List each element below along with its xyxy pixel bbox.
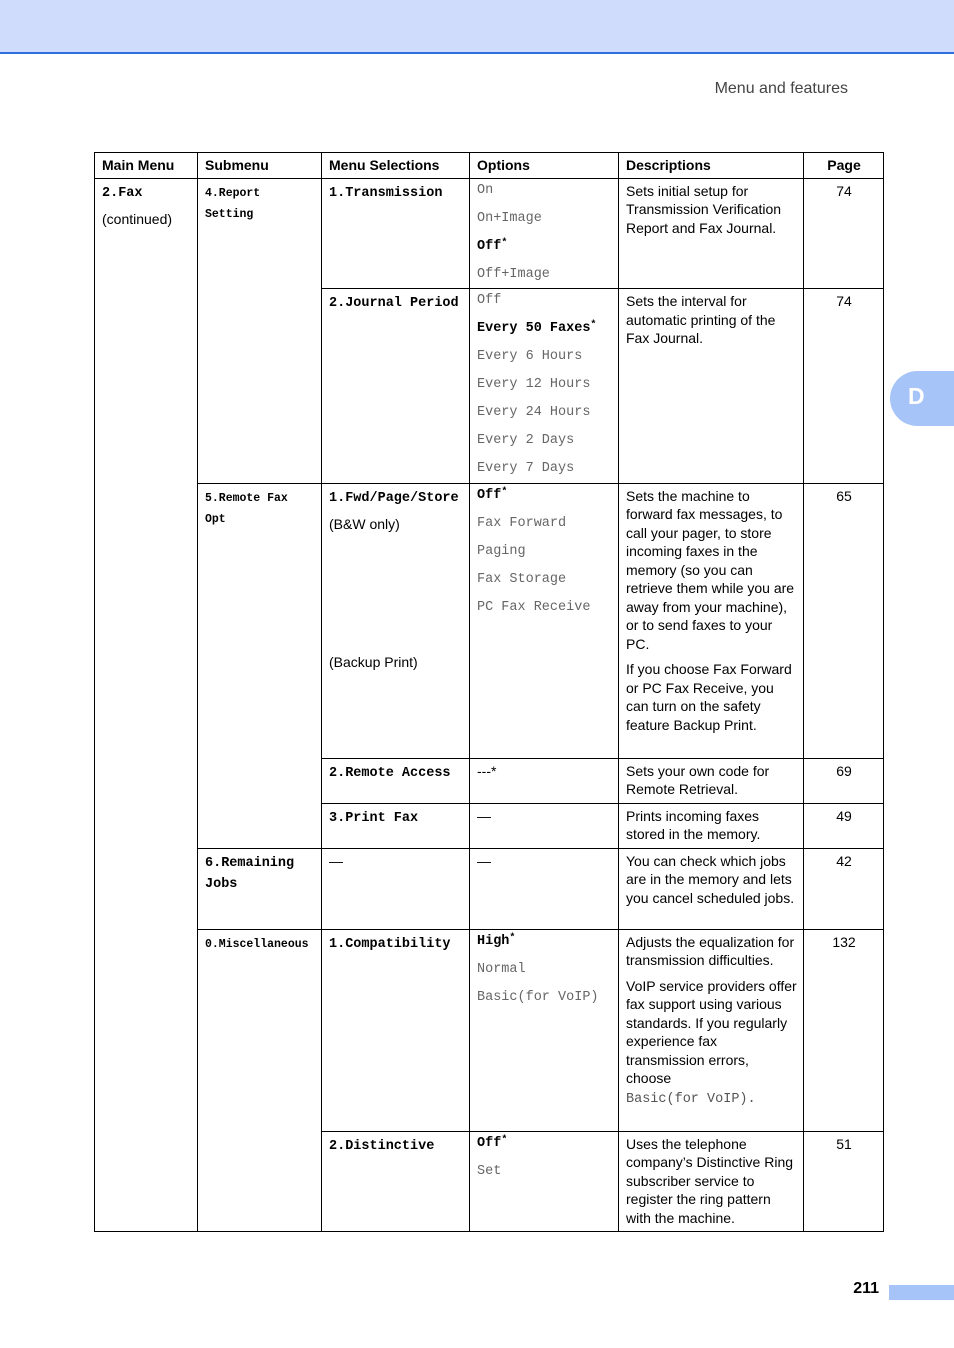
option-item: Every 24 Hours [477,405,591,420]
options-cell [470,178,619,289]
option-item: Fax Forward [477,515,567,531]
main-menu-cell [95,178,198,1232]
selection-label: 3.Print Fax [329,810,419,826]
table-header-row [95,153,884,179]
selection-cell [322,483,470,758]
selection-label: 1.Fwd/Page/Store [329,490,459,506]
description-text: If you choose Fax Forward or PC Fax Receive, you can turn on the safety feature Backup Print. [626,661,792,733]
submenu-label: 4.Report Setting [205,186,261,221]
selection-cell [322,803,470,848]
description-cell [619,929,804,1131]
description-cell [619,483,804,758]
option-item-default: High* [477,932,516,949]
options-cell [470,929,619,1131]
option-item: On [477,182,494,198]
description-cell: Sets initial setup for Transmission Verification Report and Fax Journal. [619,178,804,289]
options-cell [470,289,619,484]
table-row [95,178,884,289]
selection-cell [322,758,470,803]
option-item-default: Off* [477,486,508,503]
main-menu-label: 2.Fax [102,185,143,201]
description-text: VoIP service providers offer fax support using various standards. If you regularly experience fax transmission errors, choose Basic(for VoIP). [626,977,797,1107]
option-item-default: Off* [477,237,508,254]
option-item: Every 6 Hours [477,349,583,364]
description-cell: Uses the telephone company’s Distinctive Ring subscriber service to register the ring pattern with the machine. [619,1131,804,1232]
description-cell: Prints incoming faxes stored in the memory. [619,803,804,848]
selection-label: 2.Remote Access [329,765,451,781]
page-number-bar [889,1285,954,1300]
selection-cell [322,1131,470,1232]
selection-note: (B&W only) [329,516,400,532]
page-cell: 132 [804,929,884,1131]
page-cell: 65 [804,483,884,758]
submenu-label: 0.Miscellaneous [205,937,309,951]
description-cell: Sets your own code for Remote Retrieval. [619,758,804,803]
option-item: Set [477,1163,502,1179]
options-cell: — [470,848,619,929]
options-cell [470,1131,619,1232]
selection-label: 1.Compatibility [329,936,451,952]
option-item: Off [477,293,502,308]
description-text: Adjusts the equalization for transmission difficulties. [626,933,795,968]
description-cell: You can check which jobs are in the memory and lets you cancel scheduled jobs. [619,848,804,929]
page-cell: 49 [804,803,884,848]
option-item: Paging [477,543,526,559]
description-text: Sets the machine to forward fax messages, to call your pager, to store incoming faxes in the memory (so you can retrieve them while you are away from your machine), or to send faxes to your PC. [626,487,795,652]
table-row [95,848,884,929]
option-item: Every 7 Days [477,461,575,476]
page-cell: 42 [804,848,884,929]
option-item: Basic(for VoIP) [477,989,599,1005]
page-number: 211 [853,1280,879,1297]
submenu-label: 5.Remote Fax Opt [205,491,288,526]
col-options: Options [470,153,619,179]
option-item: Off+Image [477,266,550,282]
table-row [95,929,884,1131]
option-item-default: Off* [477,1134,508,1151]
option-item: PC Fax Receive [477,599,591,615]
option-item: Fax Storage [477,571,567,587]
submenu-cell [198,929,322,1232]
options-cell: — [470,803,619,848]
header-band [0,0,954,54]
option-item: Every 2 Days [477,433,575,448]
options-cell: ---* [470,758,619,803]
selection-label: 2.Journal Period [329,296,459,311]
option-item: On+Image [477,210,542,226]
col-page: Page [804,153,884,179]
page-cell: 69 [804,758,884,803]
menu-table [94,152,884,1232]
page-cell: 74 [804,178,884,289]
option-item: Every 12 Hours [477,377,591,392]
main-menu-note: (continued) [102,211,173,227]
selection-cell: — [322,848,470,929]
submenu-cell [198,178,322,483]
option-item-default: Every 50 Faxes* [477,320,597,336]
page-cell: 51 [804,1131,884,1232]
option-item: Normal [477,961,526,977]
appendix-letter: D [908,383,925,409]
col-menu-selections: Menu Selections [322,153,470,179]
col-main-menu: Main Menu [95,153,198,179]
selection-label: 2.Distinctive [329,1138,435,1154]
table-row [95,483,884,758]
options-cell [470,483,619,758]
submenu-cell [198,483,322,848]
selection-cell [322,178,470,289]
submenu-cell [198,848,322,929]
submenu-label: 6.Remaining Jobs [205,855,295,892]
description-cell: Sets the interval for automatic printing of the Fax Journal. [619,289,804,484]
selection-note: (Backup Print) [329,653,418,670]
page-cell: 74 [804,289,884,484]
selection-cell [322,929,470,1131]
selection-cell [322,289,470,484]
selection-label: 1.Transmission [329,185,443,201]
col-submenu: Submenu [198,153,322,179]
appendix-tab [890,371,954,426]
section-title: Menu and features [714,80,848,97]
col-descriptions: Descriptions [619,153,804,179]
